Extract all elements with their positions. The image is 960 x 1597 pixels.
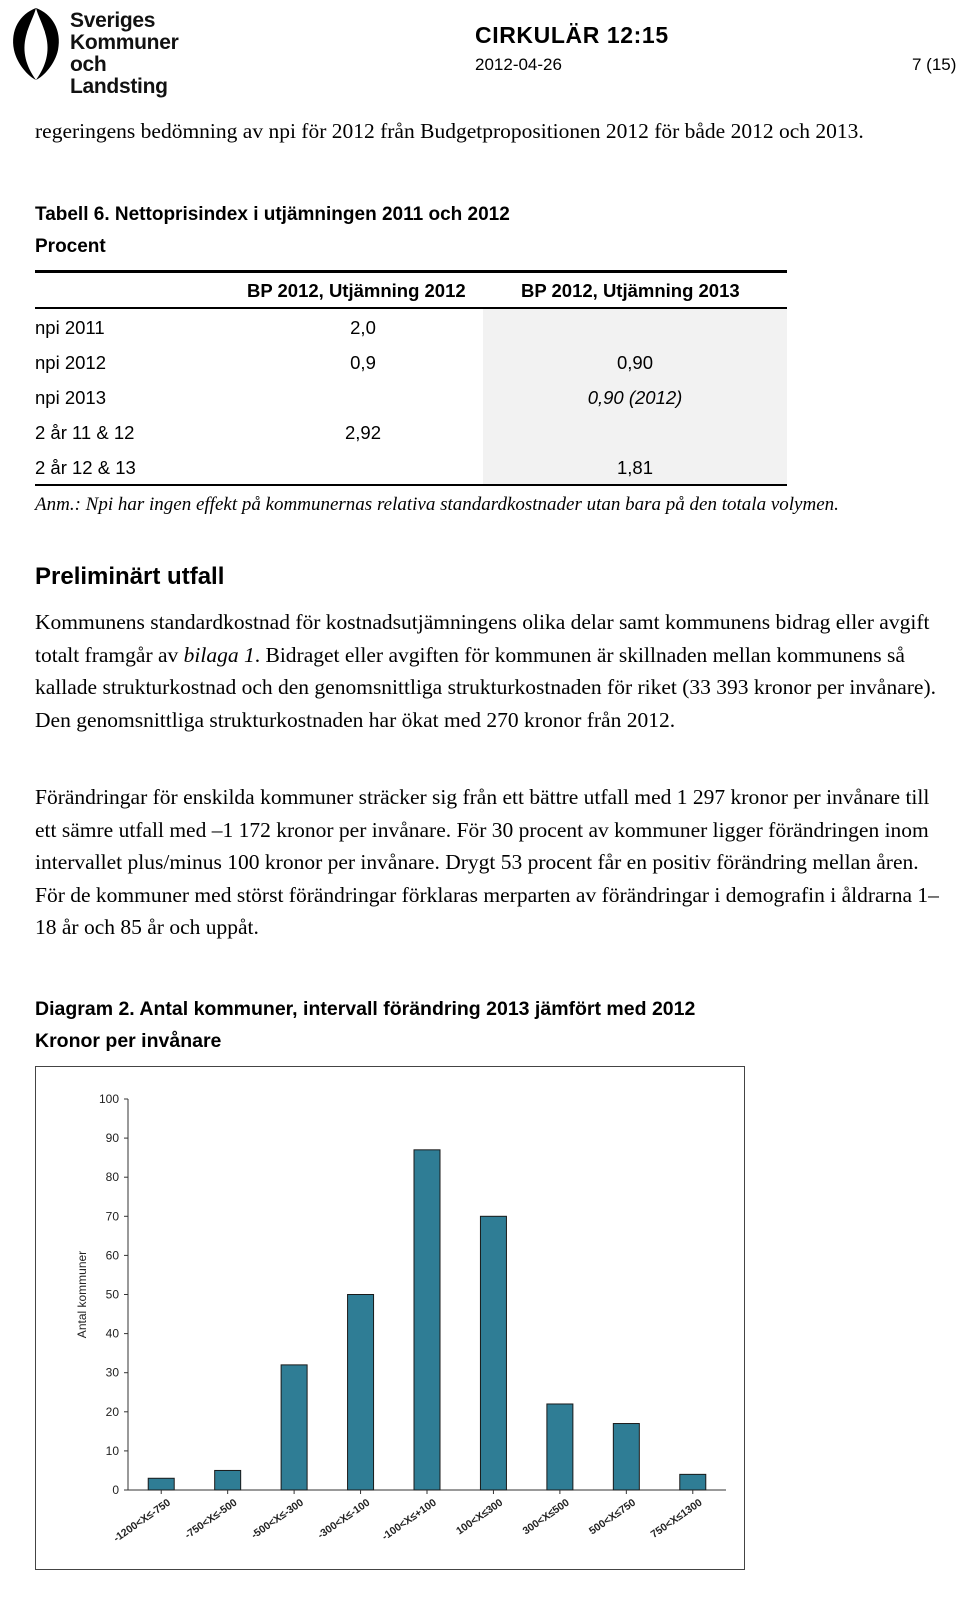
x-tick-label: 500<X≤750 xyxy=(586,1496,639,1538)
org-line-1: Sveriges xyxy=(70,9,156,32)
table-cell: 0,90 xyxy=(616,352,653,373)
table-unit: Procent xyxy=(35,236,106,257)
bar xyxy=(613,1424,639,1490)
table-header-col2: BP 2012, Utjämning 2013 xyxy=(521,280,740,301)
table-bottom-rule xyxy=(35,484,787,486)
section-title: Preliminärt utfall xyxy=(35,563,225,590)
y-tick-label: 60 xyxy=(105,1248,119,1263)
chart-frame xyxy=(35,1066,745,1570)
y-tick-label: 100 xyxy=(98,1092,119,1106)
x-tick-label: 300<X≤500 xyxy=(520,1496,572,1538)
table-note: Anm.: Npi har ingen effekt på kommunernas relativa standardkostnader utan bara på den totala volymen. xyxy=(35,494,839,515)
bar xyxy=(348,1295,374,1491)
x-tick-label: -750<X≤-500 xyxy=(182,1496,240,1542)
diagram-subtitle: Kronor per invånare xyxy=(35,1030,222,1052)
bar xyxy=(215,1470,241,1490)
x-tick-label: -500<X≤-300 xyxy=(249,1496,306,1542)
table-row-label: 2 år 11 & 12 xyxy=(35,422,135,443)
diagram-title: Diagram 2. Antal kommuner, intervall förändring 2013 jämfört med 2012 xyxy=(35,998,696,1020)
table-header-rule xyxy=(35,307,787,309)
table-cell: 1,81 xyxy=(616,457,653,478)
bar xyxy=(480,1216,506,1490)
bar xyxy=(148,1478,174,1490)
y-tick-label: 10 xyxy=(105,1443,119,1458)
x-tick-label: -100<X≤+100 xyxy=(379,1496,439,1543)
y-tick-label: 70 xyxy=(105,1209,119,1224)
bar xyxy=(414,1150,440,1490)
paragraph-text: Kommunens standardkostnad för kostnadsutjämningens olika delar samt kommunens bidrag eller avgift totalt framgår av xyxy=(35,610,930,667)
bar xyxy=(547,1404,573,1490)
logo-mark-icon xyxy=(6,4,66,82)
table-cell: 2,0 xyxy=(350,317,376,338)
table-title: Tabell 6. Nettoprisindex i utjämningen 2011 och 2012 xyxy=(35,204,510,225)
intro-paragraph: regeringens bedömning av npi för 2012 från Budgetpropositionen 2012 för både 2012 och 2013. xyxy=(35,119,864,143)
table-row-label: npi 2011 xyxy=(35,317,105,338)
circular-number: CIRKULÄR 12:15 xyxy=(475,22,669,48)
table-header-col1: BP 2012, Utjämning 2012 xyxy=(247,280,466,301)
bar xyxy=(281,1365,307,1490)
paragraph-text: . Bidraget eller avgiften för kommunen är skillnaden mellan kommunens så kallade strukturkostnad och den genomsnittliga strukturkostnaden för riket (33 393 kronor per invånare). Den genomsnittliga strukturkostnaden har ökat med 270 kronor från 2012. xyxy=(35,642,936,732)
bilaga-reference: bilaga 1 xyxy=(183,642,255,667)
y-tick-label: 80 xyxy=(105,1170,119,1185)
circular-date: 2012-04-26 xyxy=(475,55,562,74)
bar xyxy=(680,1474,706,1490)
bar-chart xyxy=(36,1067,744,1569)
org-line-3: och Landsting xyxy=(70,53,168,98)
y-tick-label: 90 xyxy=(105,1131,119,1146)
org-name xyxy=(70,10,196,98)
org-line-2: Kommuner xyxy=(70,31,179,54)
y-tick-label: 50 xyxy=(105,1287,119,1302)
table-row-label: 2 år 12 & 13 xyxy=(35,457,136,478)
y-axis-title: Antal kommuner xyxy=(75,1250,89,1339)
table-row-label: npi 2013 xyxy=(35,387,106,408)
table-row-label: npi 2012 xyxy=(35,352,106,373)
sveriges-kommuner-logo xyxy=(6,4,196,98)
y-tick-label: 40 xyxy=(105,1326,119,1341)
table-cell: 0,90 (2012) xyxy=(587,387,683,408)
x-tick-label: 100<X≤300 xyxy=(454,1496,506,1538)
x-tick-label: -1200<X≤-750 xyxy=(111,1496,173,1545)
x-tick-label: -300<X≤-100 xyxy=(315,1496,373,1542)
table-cell: 0,9 xyxy=(350,352,376,373)
table-cell: 2,92 xyxy=(344,422,381,443)
page-number: 7 (15) xyxy=(912,55,957,74)
paragraph-preliminary xyxy=(35,606,940,736)
y-tick-label: 0 xyxy=(112,1483,119,1497)
y-tick-label: 30 xyxy=(105,1365,119,1380)
table-top-rule xyxy=(35,270,787,273)
paragraph-changes: Förändringar för enskilda kommuner sträcker sig från ett bättre utfall med 1 297 kronor per invånare till ett sämre utfall med –1 172 kronor per invånare. För 30 procent av kommuner ligger förändringen inom intervallet plus/minus 100 kronor per invånare. Drygt 53 procent får en positiv förändring mellan åren. För de kommuner med störst förändringar förklaras merparten av förändringar i demografin i åldrarna 1–18 år och 85 år och uppåt. xyxy=(35,785,939,939)
x-tick-label: 750<X≤1300 xyxy=(648,1496,705,1541)
y-tick-label: 20 xyxy=(105,1404,119,1419)
